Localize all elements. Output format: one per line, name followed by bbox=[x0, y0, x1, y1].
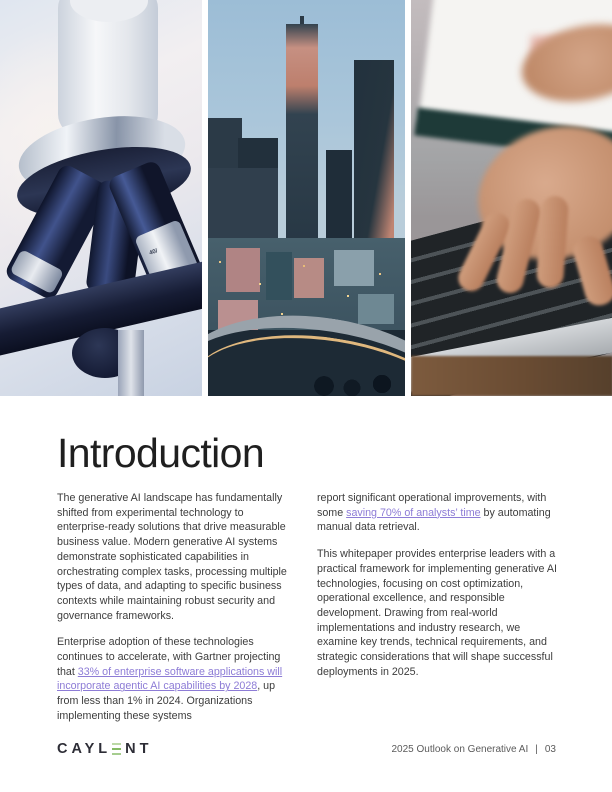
right-column bbox=[317, 491, 557, 736]
paragraph-text: report significant operational improvements, with some bbox=[317, 492, 547, 519]
typing-keyboard-photo bbox=[411, 0, 612, 396]
skyscraper-right bbox=[354, 60, 394, 266]
objective-label: 40/ bbox=[148, 248, 159, 257]
logo-text-left: CAYL bbox=[57, 741, 112, 757]
analyst-time-savings-link[interactable]: saving 70% of analysts’ time bbox=[346, 506, 481, 519]
paragraph bbox=[317, 491, 557, 535]
skyscraper-main bbox=[286, 24, 318, 262]
paragraph: This whitepaper provides enterprise leaders with a practical framework for implementing generative AI technologies, focusing on cost optimization, operational excellence, and responsible development. Drawing from real-world implementations and industry research, we examine key trends, technical requirements, and strategic considerations that will shape successful deployments in 2025. bbox=[317, 548, 557, 678]
page-footer bbox=[57, 741, 556, 757]
logo-e-bars-icon bbox=[112, 743, 121, 756]
tree-silhouettes bbox=[304, 364, 405, 396]
paragraph: The generative AI landscape has fundamentally shifted from experimental technology to enterprise-ready solutions that drive measurable business value. Modern generative AI systems demonstrate sophisticated capabilities in orchestrating complex tasks, processing multiple types of data, and adapting to specific business contexts while maintaining robust security and governance frameworks. bbox=[57, 492, 287, 622]
paragraph bbox=[57, 635, 297, 723]
paragraph-text: , up from less than 1% in 2024. Organizations implementing these systems bbox=[57, 680, 276, 722]
microscope-post bbox=[118, 330, 144, 396]
logo-text-right: NT bbox=[125, 741, 153, 757]
doc-title: 2025 Outlook on Generative AI bbox=[391, 743, 529, 755]
paragraph-text: Enterprise adoption of these technologies continues to accelerate, with Gartner projecting that bbox=[57, 636, 281, 678]
paragraph-text: by automating manual data retrieval. bbox=[317, 506, 551, 534]
two-column-body bbox=[57, 491, 556, 736]
page-number: 03 bbox=[544, 743, 556, 755]
separator: | bbox=[535, 743, 538, 755]
gartner-projection-link[interactable]: 33% of enterprise software applications will incorporate agentic AI capabilities by 2028 bbox=[57, 665, 283, 693]
city-skyline-photo bbox=[208, 0, 405, 396]
page-title: Introduction bbox=[57, 430, 265, 476]
footer-page-info bbox=[392, 744, 557, 755]
page-content bbox=[57, 430, 557, 736]
objective-tip bbox=[10, 249, 65, 294]
left-column bbox=[57, 491, 297, 736]
caylent-logo bbox=[57, 741, 152, 757]
wooden-desk bbox=[411, 356, 612, 396]
microscope-photo bbox=[0, 0, 202, 396]
